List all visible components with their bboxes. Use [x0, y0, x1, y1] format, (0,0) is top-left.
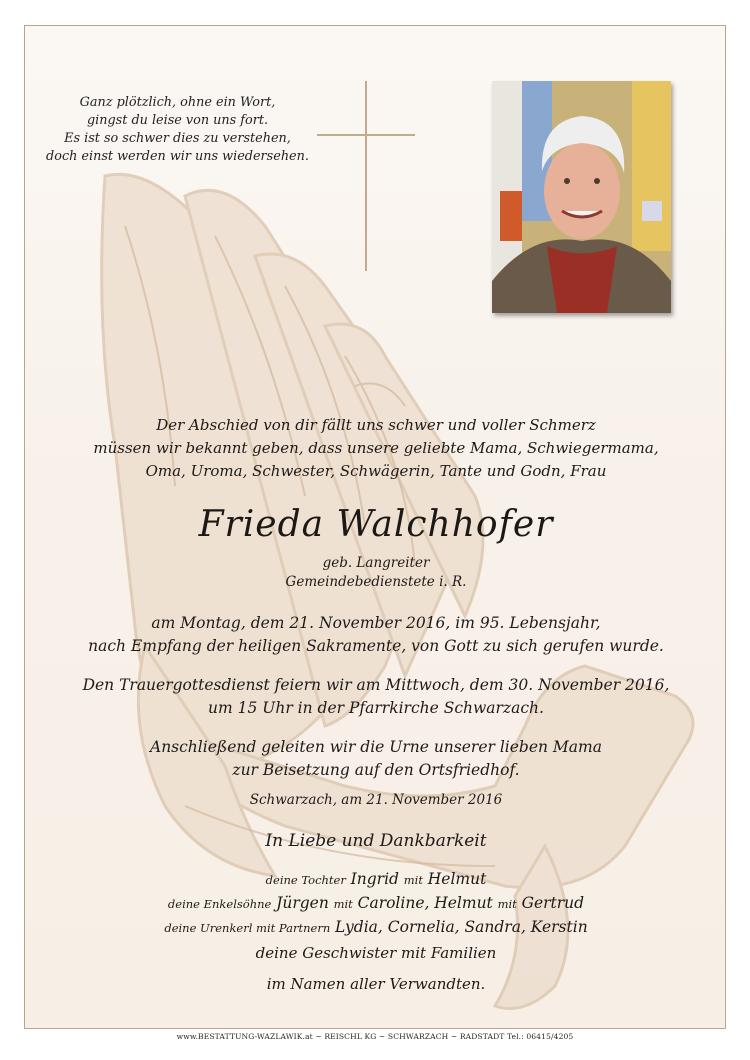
death-notice: [25, 612, 726, 658]
daughter-partner: Helmut: [427, 870, 487, 888]
great-grandchildren-prefix: deine Urenkerl mit Partnern: [164, 921, 331, 935]
family-daughter: [25, 868, 726, 892]
death-notice-line: nach Empfang der heiligen Sakramente, von Gott zu sich gerufen wurde.: [88, 637, 664, 655]
grandson-partner: Caroline,: [357, 894, 430, 912]
cross-icon-bar: [317, 134, 415, 136]
daughter-name: Ingrid: [350, 870, 399, 888]
grandson-name: Helmut: [434, 894, 493, 912]
family-siblings: deine Geschwister mit Familien: [255, 944, 497, 962]
poem-line: gingst du leise von uns fort.: [86, 113, 269, 128]
cross-icon: [365, 81, 367, 271]
grandson-partner: Gertrud: [521, 894, 585, 912]
poem-line: doch einst werden wir uns wiedersehen.: [46, 149, 309, 164]
poem-line: Es ist so schwer dies zu verstehen,: [64, 131, 291, 146]
family-list: [25, 868, 726, 996]
service-line: um 15 Uhr in der Pfarrkirche Schwarzach.: [208, 699, 544, 717]
grandson-with: mit: [497, 897, 517, 911]
occupation: Gemeindebedienstete i. R.: [285, 574, 467, 590]
family-great-grandchildren: [25, 916, 726, 940]
portrait-photo: [492, 81, 671, 313]
great-grandchildren-names: Lydia, Cornelia, Sandra, Kerstin: [335, 918, 588, 936]
name-details: [25, 554, 726, 592]
place-date: Schwarzach, am 21. November 2016: [249, 792, 503, 808]
intro-text: [25, 414, 726, 483]
intro-line: Der Abschied von dir fällt uns schwer und voller Schmerz: [156, 416, 596, 434]
poem-line: Ganz plötzlich, ohne ein Wort,: [79, 95, 276, 110]
burial-line: Anschließend geleiten wir die Urne unserer lieben Mama: [150, 738, 602, 756]
family-relatives: im Namen aller Verwandten.: [266, 975, 486, 993]
thanks-heading: In Liebe und Dankbarkeit: [265, 831, 487, 851]
daughter-with: mit: [403, 873, 423, 887]
funeral-home-footer: www.BESTATTUNG-WAZLAWIK.at ~ REISCHL KG ~ SCHWARZACH ~ RADSTADT Tel.: 06415/4205: [176, 1032, 574, 1041]
death-notice-line: am Montag, dem 21. November 2016, im 95. Lebensjahr,: [151, 614, 601, 632]
family-grandsons: [25, 892, 726, 916]
intro-line: müssen wir bekannt geben, dass unsere geliebte Mama, Schwiegermama,: [93, 439, 659, 457]
daughter-prefix: deine Tochter: [265, 873, 346, 887]
grandson-name: Jürgen: [276, 894, 329, 912]
poem: [45, 94, 310, 166]
intro-line: Oma, Uroma, Schwester, Schwägerin, Tante und Godn, Frau: [145, 462, 607, 480]
deceased-name: Frieda Walchhofer: [198, 504, 554, 545]
service-notice: [25, 674, 726, 720]
service-line: Den Trauergottesdienst feiern wir am Mittwoch, dem 30. November 2016,: [82, 676, 670, 694]
burial-line: zur Beisetzung auf den Ortsfriedhof.: [232, 761, 520, 779]
maiden-name: geb. Langreiter: [322, 555, 430, 571]
burial-notice: [25, 736, 726, 782]
grandson-with: mit: [333, 897, 353, 911]
grandsons-prefix: deine Enkelsöhne: [167, 897, 272, 911]
obituary-frame: [24, 25, 726, 1029]
